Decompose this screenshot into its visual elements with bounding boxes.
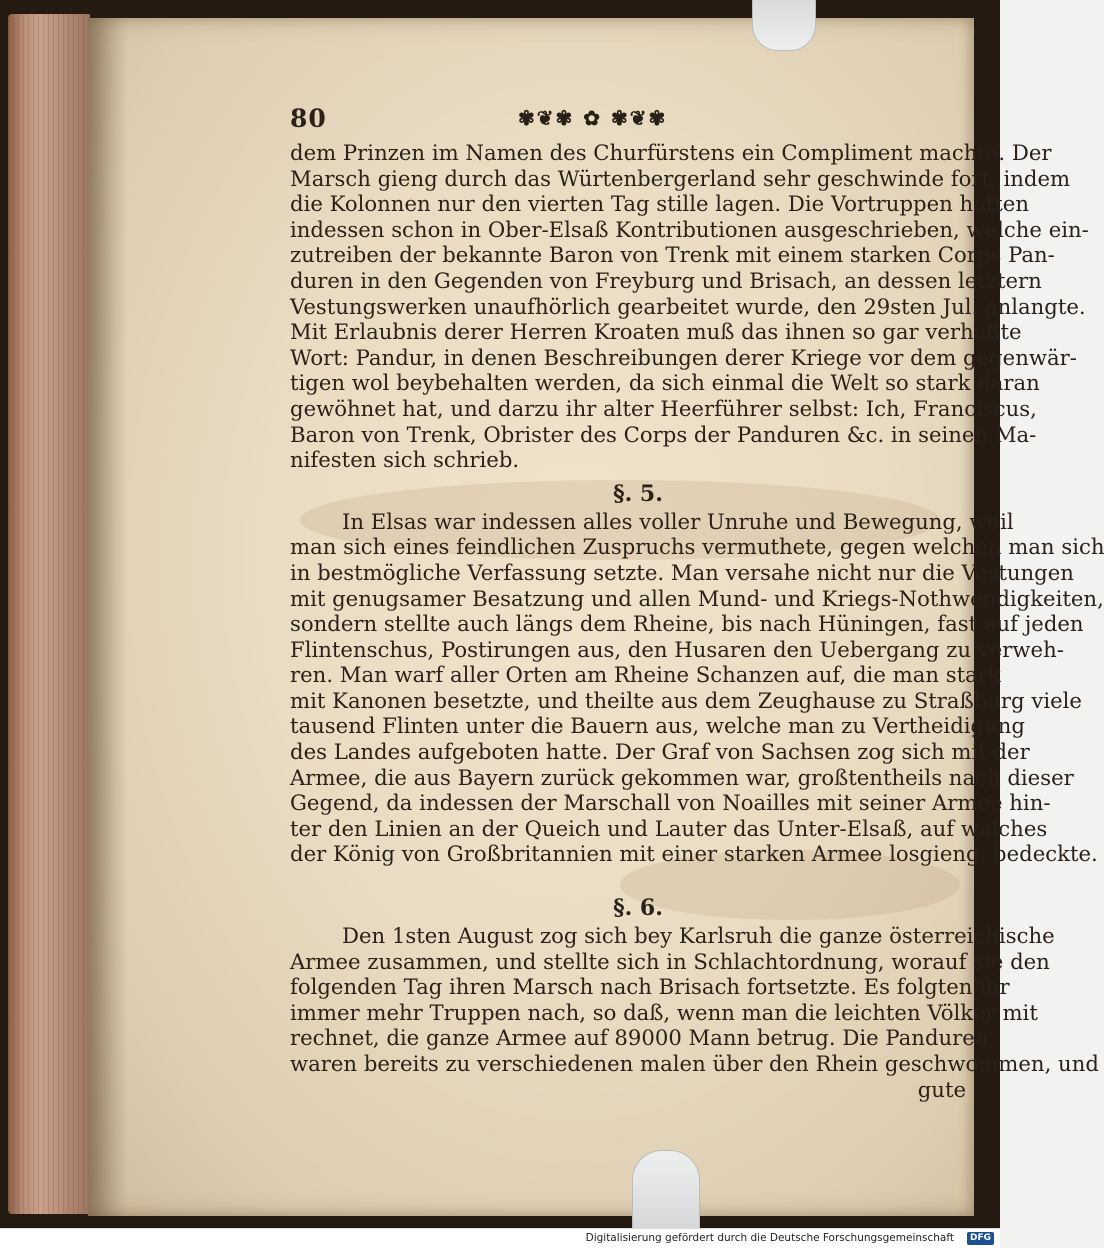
text-line: Mit Erlaubnis derer Herren Kroaten muß das ihnen so gar verhaßte [290,319,1022,345]
text-line: sondern stellte auch längs dem Rheine, bis nach Hüningen, fast auf jeden [290,611,1084,637]
page-clip-bottom [632,1150,700,1229]
text-line: der König von Großbritannien mit einer starken Armee losgieng, bedeckte. [290,841,1098,867]
text-line: tausend Flinten unter die Bauern aus, welche man zu Vertheidigung [290,713,1025,739]
text-line: ter den Linien an der Queich und Lauter das Unter-Elsaß, auf welches [290,815,1048,841]
text-line: waren bereits zu verschiedenen malen über den Rhein geschwommen, und [290,1051,1099,1076]
paragraph-6 [290,923,1099,1077]
text-line: gewöhnet hat, und darzu ihr alter Heerführer selbst: Ich, Franciscus, [290,395,1037,421]
text-line: Flintenschus, Postirungen aus, den Husaren den Uebergang zu verweh- [290,636,1064,662]
text-line: Armee zusammen, und stellte sich in Schlachtordnung, worauf sie den [290,948,1050,974]
page-text [290,104,1104,1102]
text-line: Vestungswerken unaufhörlich gearbeitet wurde, den 29sten Jul. anlangte. [290,293,1086,319]
text-line: tigen wol beybehalten werden, da sich einmal die Welt so stark daran [290,370,1040,396]
page-stack-lines [8,14,90,1214]
text-line: Den 1sten August zog sich bey Karlsruh die ganze österreichische [342,923,1055,949]
section-heading-6: §. 6. [613,895,663,922]
text-line: die Kolonnen nur den vierten Tag stille lagen. Die Vortruppen hatten [290,191,1029,217]
text-line: in bestmögliche Verfassung setzte. Man versahe nicht nur die Vestungen [290,559,1074,585]
text-line: In Elsas war indessen alles voller Unruhe und Bewegung, weil [342,508,1014,534]
text-line: ren. Man warf aller Orten am Rheine Schanzen auf, die man stark [290,662,1001,688]
text-line: zutreiben der bekannte Baron von Trenk mit einem starken Corps Pan- [290,242,1055,268]
dfg-logo-icon: DFG [967,1232,994,1245]
page-number: 80 [290,104,327,133]
footer-bar [0,1228,1000,1248]
text-line: des Landes aufgeboten hatte. Der Graf von Sachsen zog sich mit der [290,739,1030,765]
running-header [290,104,966,140]
text-line: folgenden Tag ihren Marsch nach Brisach fortsetzte. Es folgten ihr [290,974,1010,1000]
catchword: gute [917,1076,966,1102]
text-line: duren in den Gegenden von Freyburg und Brisach, an dessen letztern [290,267,1042,293]
text-line: immer mehr Truppen nach, so daß, wenn man die leichten Völker mit [290,999,1038,1025]
text-line: mit genugsamer Besatzung und allen Mund- und Kriegs-Nothwendigkeiten, [290,585,1104,611]
text-line: indessen schon in Ober-Elsaß Kontributionen ausgeschrieben, welche ein- [290,216,1089,242]
text-line: man sich eines feindlichen Zuspruchs vermuthete, gegen welchen man sich [290,534,1104,560]
text-line: Wort: Pandur, in denen Beschreibungen derer Kriege vor dem gegenwär- [290,344,1077,370]
paragraph-4-end [290,140,1089,473]
text-line: nifesten sich schrieb. [290,447,520,473]
footer-credit: Digitalisierung gefördert durch die Deutsche Forschungsgemeinschaft [585,1232,954,1244]
text-line: Armee, die aus Bayern zurück gekommen war, großtentheils nach dieser [290,764,1074,790]
text-line: Marsch gieng durch das Würtenbergerland sehr geschwinde fort, indem [290,165,1071,191]
text-line: Baron von Trenk, Obrister des Corps der Panduren &c. in seinen Ma- [290,421,1037,447]
text-line: dem Prinzen im Namen des Churfürstens ein Compliment machte. Der [290,140,1052,165]
text-line: rechnet, die ganze Armee auf 89000 Mann betrug. Die Panduren [290,1025,989,1051]
text-line: mit Kanonen besetzte, und theilte aus dem Zeughause zu Straßburg viele [290,687,1082,713]
header-ornament: ✾❦✾ ✿ ✾❦✾ [518,106,668,130]
section-heading-5: §. 5. [613,480,663,507]
gutter-shadow [88,18,128,1216]
paragraph-5 [290,508,1104,867]
text-line: Gegend, da indessen der Marschall von Noailles mit seiner Armee hin- [290,790,1051,816]
page-clip-top [752,0,816,51]
